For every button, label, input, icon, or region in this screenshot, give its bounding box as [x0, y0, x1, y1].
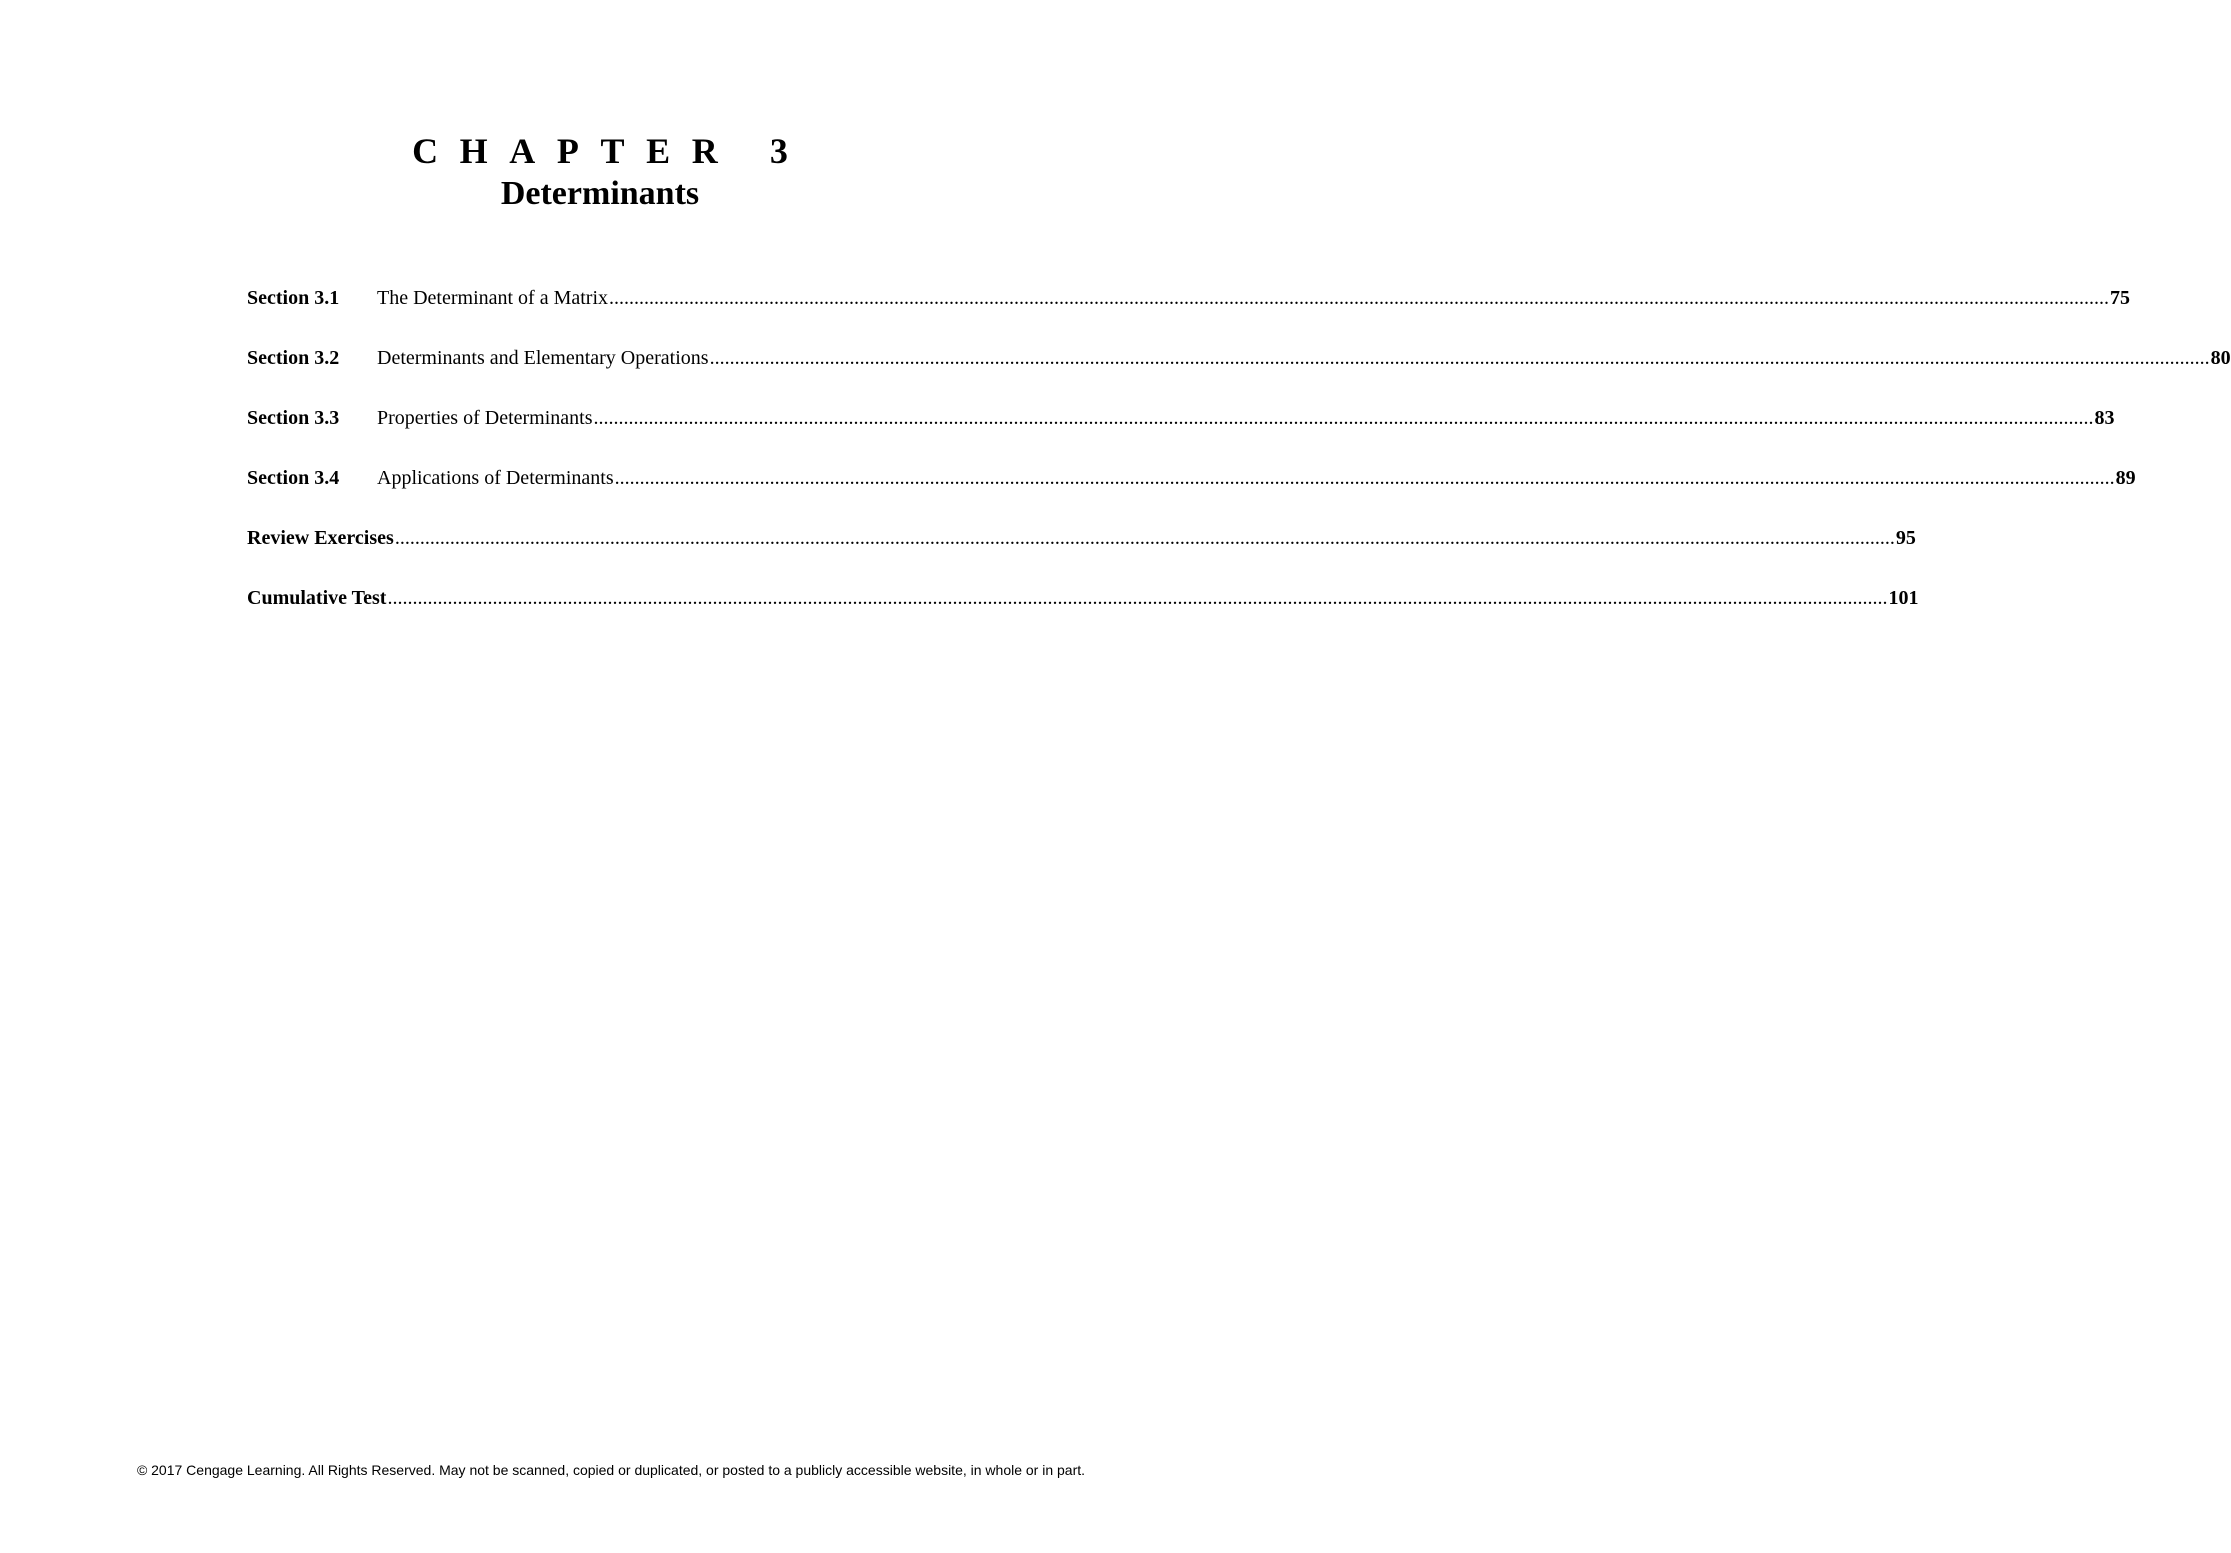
dot-leader: ............................................................................................................................................................................................................................................................................................................ [609, 287, 2110, 309]
dot-leader: ............................................................................................................................................................................................................................................................................................................ [394, 527, 1895, 549]
toc-entry-section-3-1[interactable] [247, 284, 2131, 344]
dot-leader: ............................................................................................................................................................................................................................................................................................................ [709, 347, 2210, 369]
toc-entry-cumulative-test[interactable] [247, 584, 1919, 644]
dot-leader: ............................................................................................................................................................................................................................................................................................................ [387, 587, 1888, 609]
toc-entry-section-3-4[interactable] [247, 464, 2136, 524]
toc-entry-section-3-2[interactable] [247, 344, 2231, 404]
toc-entry-label: Section 3.3 [247, 407, 340, 429]
toc-entry-label: Section 3.1 [247, 287, 340, 309]
toc-entry-page: 89 [2115, 467, 2136, 489]
toc-entry-title: The Determinant of a Matrix [377, 287, 609, 309]
chapter-heading: CHAPTER 3 [412, 131, 810, 171]
dot-leader: ............................................................................................................................................................................................................................................................................................................ [593, 407, 2094, 429]
toc-entry-page: 80 [2210, 347, 2231, 369]
dot-leader: ............................................................................................................................................................................................................................................................................................................ [614, 467, 2115, 489]
toc-entry-label: Review Exercises [247, 527, 394, 549]
toc-entry-page: 101 [1888, 587, 1919, 609]
toc-entry-label: Section 3.4 [247, 467, 340, 489]
toc-entry-title: Determinants and Elementary Operations [377, 347, 709, 369]
toc-entry-label: Cumulative Test [247, 587, 387, 609]
toc-entry-review-exercises[interactable] [247, 524, 1916, 584]
toc-entry-section-3-3[interactable] [247, 404, 2115, 464]
toc-entry-page: 75 [2110, 287, 2131, 309]
copyright-footer: © 2017 Cengage Learning. All Rights Reserved. May not be scanned, copied or duplicated, or posted to a publicly accessible website, in whole or in part. [136, 1462, 1086, 1478]
toc-entry-title: Applications of Determinants [377, 467, 614, 489]
toc-entry-page: 95 [1895, 527, 1916, 549]
table-of-contents [247, 284, 2231, 644]
toc-entry-page: 83 [2094, 407, 2115, 429]
chapter-title: Determinants [500, 175, 700, 212]
toc-entry-label: Section 3.2 [247, 347, 340, 369]
toc-entry-title: Properties of Determinants [377, 407, 593, 429]
